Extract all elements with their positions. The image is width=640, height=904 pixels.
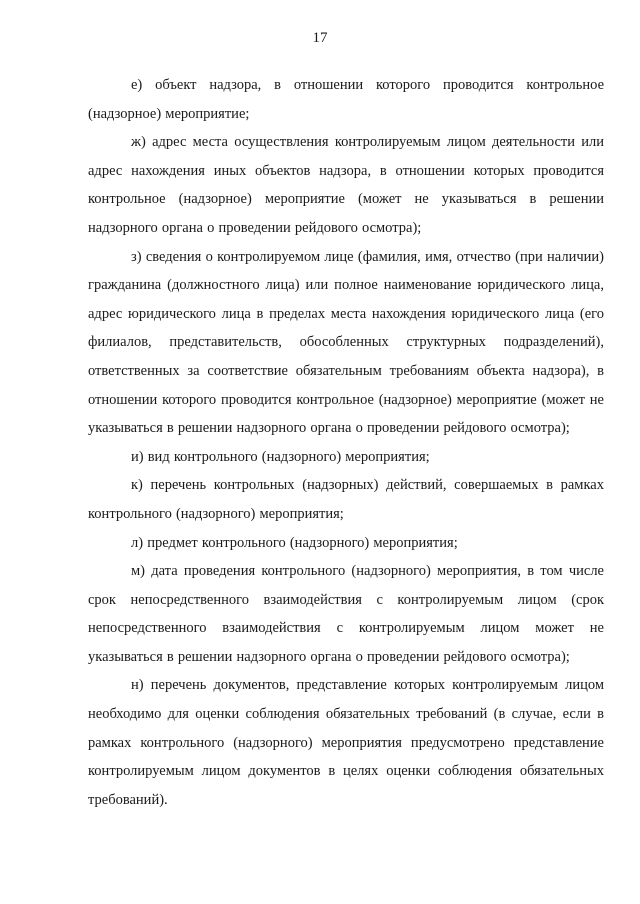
document-body bbox=[88, 71, 604, 814]
page-number: 17 bbox=[312, 30, 328, 46]
paragraph-n: н) перечень документов, представление которых контролируемым лицом необходимо для оценки соблюдения обязательных требований (в случае, если в рамках контрольного (надзорного) мероприятия предусмотрено представление контролируемым лицом документов в целях оценки соблюдения обязательных требований). bbox=[88, 677, 604, 808]
paragraph-e: е) объект надзора, в отношении которого проводится контрольное (надзорное) мероприятие; bbox=[88, 77, 604, 122]
paragraph-k: к) перечень контрольных (надзорных) действий, совершаемых в рамках контрольного (надзорного) мероприятия; bbox=[88, 477, 604, 522]
paragraph-i: и) вид контрольного (надзорного) мероприятия; bbox=[131, 448, 430, 465]
paragraph-l: л) предмет контрольного (надзорного) мероприятия; bbox=[131, 534, 458, 551]
paragraph-m: м) дата проведения контрольного (надзорного) мероприятия, в том числе срок непосредственного взаимодействия с контролируемым лицом (срок непосредственного взаимодействия с контролируемым лицом может не указываться в решении надзорного органа о проведении рейдового осмотра); bbox=[88, 563, 604, 665]
paragraph-z: з) сведения о контролируемом лице (фамилия, имя, отчество (при наличии) гражданина (должностного лица) или полное наименование юридического лица, адрес юридического лица в пределах места нахождения юридического лица (его филиалов, представительств, обособленных структурных подразделений), ответственных за соответствие обязательным требованиям объекта надзора), в отношении которого проводится контрольное (надзорное) мероприятие (может не указываться в решении надзорного органа о проведении рейдового осмотра); bbox=[88, 248, 604, 437]
paragraph-zh: ж) адрес места осуществления контролируемым лицом деятельности или адрес нахождения иных объектов надзора, в отношении которых проводится контрольное (надзорное) мероприятие (может не указываться в решении надзорного органа о проведении рейдового осмотра); bbox=[88, 134, 604, 236]
